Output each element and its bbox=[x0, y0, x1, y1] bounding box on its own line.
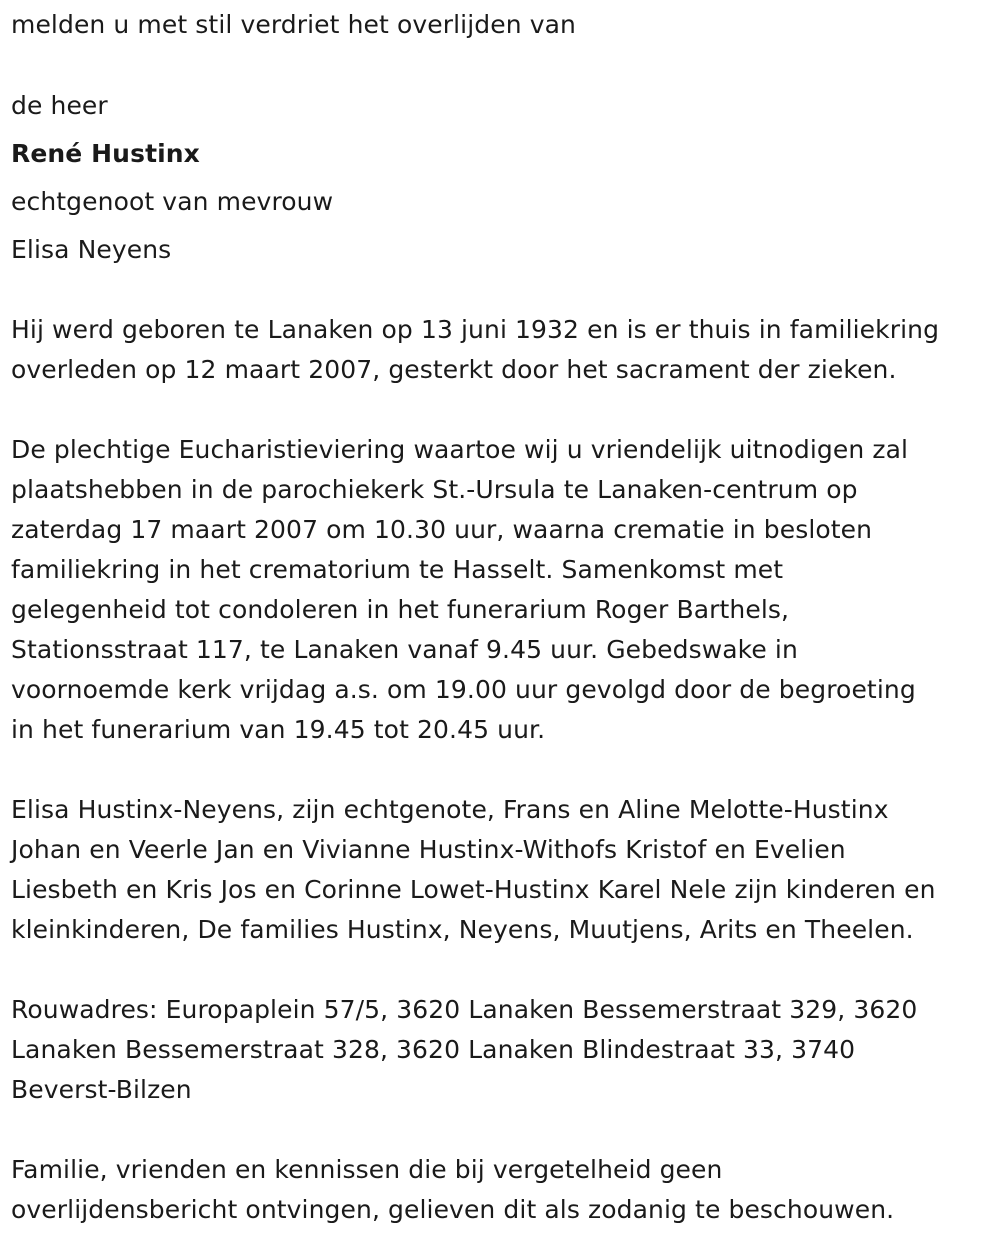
spouse-name: Elisa Neyens bbox=[11, 235, 172, 264]
paragraph-line: kleinkinderen, De families Hustinx, Neyens, Muutjens, Arits en Theelen. bbox=[11, 915, 914, 944]
paragraph-line: Hij werd geboren te Lanaken op 13 juni 1932 en is er thuis in familiekring bbox=[11, 315, 940, 344]
spouse-label: echtgenoot van mevrouw bbox=[11, 187, 334, 216]
paragraph-line: overleden op 12 maart 2007, gesterkt door het sacrament der zieken. bbox=[11, 355, 897, 384]
paragraph-line: zaterdag 17 maart 2007 om 10.30 uur, waarna crematie in besloten bbox=[11, 515, 873, 544]
paragraph-line: Familie, vrienden en kennissen die bij vergetelheid geen bbox=[11, 1155, 723, 1184]
paragraph-line: voornoemde kerk vrijdag a.s. om 19.00 uur gevolgd door de begroeting bbox=[11, 675, 916, 704]
paragraph-line: familiekring in het crematorium te Hasselt. Samenkomst met bbox=[11, 555, 784, 584]
paragraph-line: Beverst-Bilzen bbox=[11, 1075, 192, 1104]
birth-paragraph bbox=[11, 310, 939, 390]
paragraph-line: Rouwadres: Europaplein 57/5, 3620 Lanaken Bessemerstraat 329, 3620 bbox=[11, 995, 918, 1024]
paragraph-line: De plechtige Eucharistieviering waartoe wij u vriendelijk uitnodigen zal bbox=[11, 435, 909, 464]
paragraph-line: gelegenheid tot condoleren in het funerarium Roger Barthels, bbox=[11, 595, 790, 624]
paragraph-line: overlijdensbericht ontvingen, gelieven dit als zodanig te beschouwen. bbox=[11, 1195, 895, 1224]
honorific: de heer bbox=[11, 91, 108, 120]
paragraph-line: Johan en Veerle Jan en Vivianne Hustinx-Withofs Kristof en Evelien bbox=[11, 835, 846, 864]
paragraph-line: Liesbeth en Kris Jos en Corinne Lowet-Hustinx Karel Nele zijn kinderen en bbox=[11, 875, 936, 904]
paragraph-line: plaatshebben in de parochiekerk St.-Ursula te Lanaken-centrum op bbox=[11, 475, 858, 504]
paragraph-line: in het funerarium van 19.45 tot 20.45 uur. bbox=[11, 715, 546, 744]
deceased-name: René Hustinx bbox=[11, 139, 200, 168]
intro-text: melden u met stil verdriet het overlijden van bbox=[11, 10, 576, 39]
address-paragraph bbox=[11, 990, 917, 1110]
family-paragraph bbox=[11, 790, 936, 950]
closing-paragraph bbox=[11, 1150, 894, 1230]
service-paragraph bbox=[11, 430, 916, 750]
paragraph-line: Elisa Hustinx-Neyens, zijn echtgenote, Frans en Aline Melotte-Hustinx bbox=[11, 795, 889, 824]
paragraph-line: Lanaken Bessemerstraat 328, 3620 Lanaken Blindestraat 33, 3740 bbox=[11, 1035, 856, 1064]
paragraph-line: Stationsstraat 117, te Lanaken vanaf 9.45 uur. Gebedswake in bbox=[11, 635, 798, 664]
